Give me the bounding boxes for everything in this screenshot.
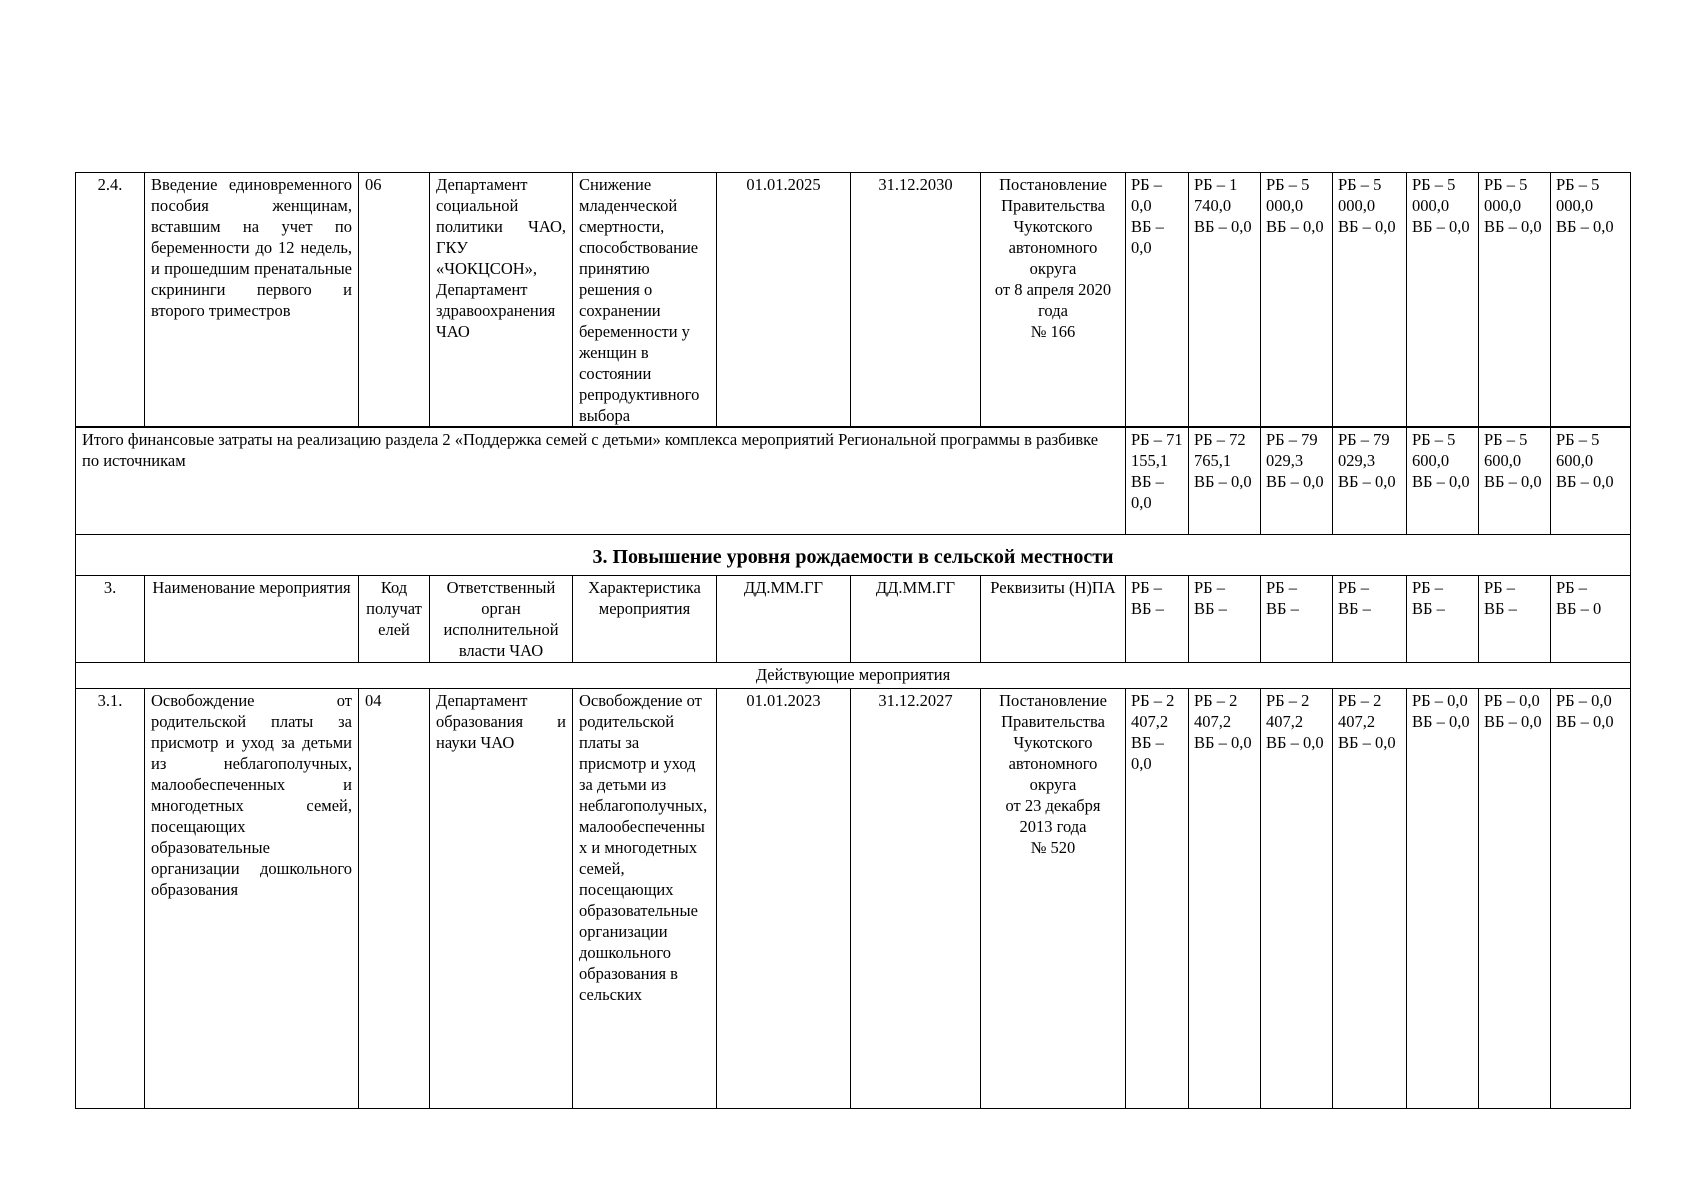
header-description: Характеристика мероприятия <box>573 575 717 662</box>
finance-year-cell: РБ – 0,0 ВБ – 0,0 <box>1551 688 1631 1108</box>
finance-year-cell: РБ – 5 000,0 ВБ – 0,0 <box>1407 173 1479 428</box>
header-finance-cell: РБ – ВБ – <box>1189 575 1261 662</box>
recipient-code: 04 <box>359 688 430 1108</box>
header-finance-cell: РБ – ВБ – 0 <box>1551 575 1631 662</box>
finance-year-cell: РБ – 5 000,0 ВБ – 0,0 <box>1333 173 1407 428</box>
total-finance-cell: РБ – 5 600,0 ВБ – 0,0 <box>1479 427 1551 534</box>
section-row <box>76 534 1631 575</box>
start-date: 01.01.2025 <box>717 173 851 428</box>
finance-year-cell: РБ – 5 000,0 ВБ – 0,0 <box>1551 173 1631 428</box>
end-date: 31.12.2027 <box>851 688 981 1108</box>
header-finance-cell: РБ – ВБ – <box>1261 575 1333 662</box>
total-finance-cell: РБ – 72 765,1 ВБ – 0,0 <box>1189 427 1261 534</box>
measure-name: Освобождение от родительской платы за присмотр и уход за детьми из неблагополучных, малообеспеченных и многодетных семей, посещающих образовательные организации дошкольного образования <box>145 688 359 1108</box>
subheader-row <box>76 662 1631 688</box>
executor: Департамент образования и науки ЧАО <box>430 688 573 1108</box>
header-code: Код получателей <box>359 575 430 662</box>
measure-description: Снижение младенческой смертности, способствование принятию решения о сохранении беременности у женщин в состоянии репродуктивного выбора <box>573 173 717 428</box>
total-row <box>76 427 1631 534</box>
row-number: 3.1. <box>76 688 145 1108</box>
total-label: Итого финансовые затраты на реализацию раздела 2 «Поддержка семей с детьми» комплекса мероприятий Региональной программы в разбивке по источникам <box>76 427 1126 534</box>
npa-details: Постановление Правительства Чукотского автономного округа от 23 декабря 2013 года № 520 <box>981 688 1126 1108</box>
npa-details: Постановление Правительства Чукотского автономного округа от 8 апреля 2020 года № 166 <box>981 173 1126 428</box>
finance-year-cell: РБ – 1 740,0 ВБ – 0,0 <box>1189 173 1261 428</box>
finance-year-cell: РБ – 0,0 ВБ – 0,0 <box>1126 173 1189 428</box>
finance-year-cell: РБ – 2 407,2 ВБ – 0,0 <box>1261 688 1333 1108</box>
finance-year-cell: РБ – 0,0 ВБ – 0,0 <box>1479 688 1551 1108</box>
header-number: 3. <box>76 575 145 662</box>
total-finance-cell: РБ – 79 029,3 ВБ – 0,0 <box>1261 427 1333 534</box>
finance-year-cell: РБ – 5 000,0 ВБ – 0,0 <box>1261 173 1333 428</box>
header-executor: Ответственный орган исполнительной власти ЧАО <box>430 575 573 662</box>
header-npa: Реквизиты (Н)ПА <box>981 575 1126 662</box>
finance-year-cell: РБ – 0,0 ВБ – 0,0 <box>1407 688 1479 1108</box>
header-name: Наименование мероприятия <box>145 575 359 662</box>
total-finance-cell: РБ – 79 029,3 ВБ – 0,0 <box>1333 427 1407 534</box>
section-title: 3. Повышение уровня рождаемости в сельской местности <box>76 534 1631 575</box>
recipient-code: 06 <box>359 173 430 428</box>
table-row <box>76 173 1631 428</box>
row-number: 2.4. <box>76 173 145 428</box>
header-end: ДД.ММ.ГГ <box>851 575 981 662</box>
header-finance-cell: РБ – ВБ – <box>1479 575 1551 662</box>
total-finance-cell: РБ – 71 155,1 ВБ – 0,0 <box>1126 427 1189 534</box>
subheader-label: Действующие мероприятия <box>76 662 1631 688</box>
table-row <box>76 688 1631 1108</box>
header-finance-cell: РБ – ВБ – <box>1333 575 1407 662</box>
total-finance-cell: РБ – 5 600,0 ВБ – 0,0 <box>1407 427 1479 534</box>
program-table <box>75 172 1631 1109</box>
header-finance-cell: РБ – ВБ – <box>1126 575 1189 662</box>
finance-year-cell: РБ – 2 407,2 ВБ – 0,0 <box>1126 688 1189 1108</box>
measure-description: Освобождение от родительской платы за присмотр и уход за детьми из неблагополучных, малообеспеченных и многодетных семей, посещающих образовательные организации дошкольного образования в сельских <box>573 688 717 1108</box>
finance-year-cell: РБ – 5 000,0 ВБ – 0,0 <box>1479 173 1551 428</box>
section-header-row <box>76 575 1631 662</box>
header-start: ДД.ММ.ГГ <box>717 575 851 662</box>
start-date: 01.01.2023 <box>717 688 851 1108</box>
executor: Департамент социальной политики ЧАО, ГКУ «ЧОКЦСОН», Департамент здравоохранения ЧАО <box>430 173 573 428</box>
finance-year-cell: РБ – 2 407,2 ВБ – 0,0 <box>1333 688 1407 1108</box>
finance-year-cell: РБ – 2 407,2 ВБ – 0,0 <box>1189 688 1261 1108</box>
end-date: 31.12.2030 <box>851 173 981 428</box>
header-finance-cell: РБ – ВБ – <box>1407 575 1479 662</box>
measure-name: Введение единовременного пособия женщинам, вставшим на учет по беременности до 12 недель, и прошедшим пренатальные скрининги первого и второго триместров <box>145 173 359 428</box>
total-finance-cell: РБ – 5 600,0 ВБ – 0,0 <box>1551 427 1631 534</box>
